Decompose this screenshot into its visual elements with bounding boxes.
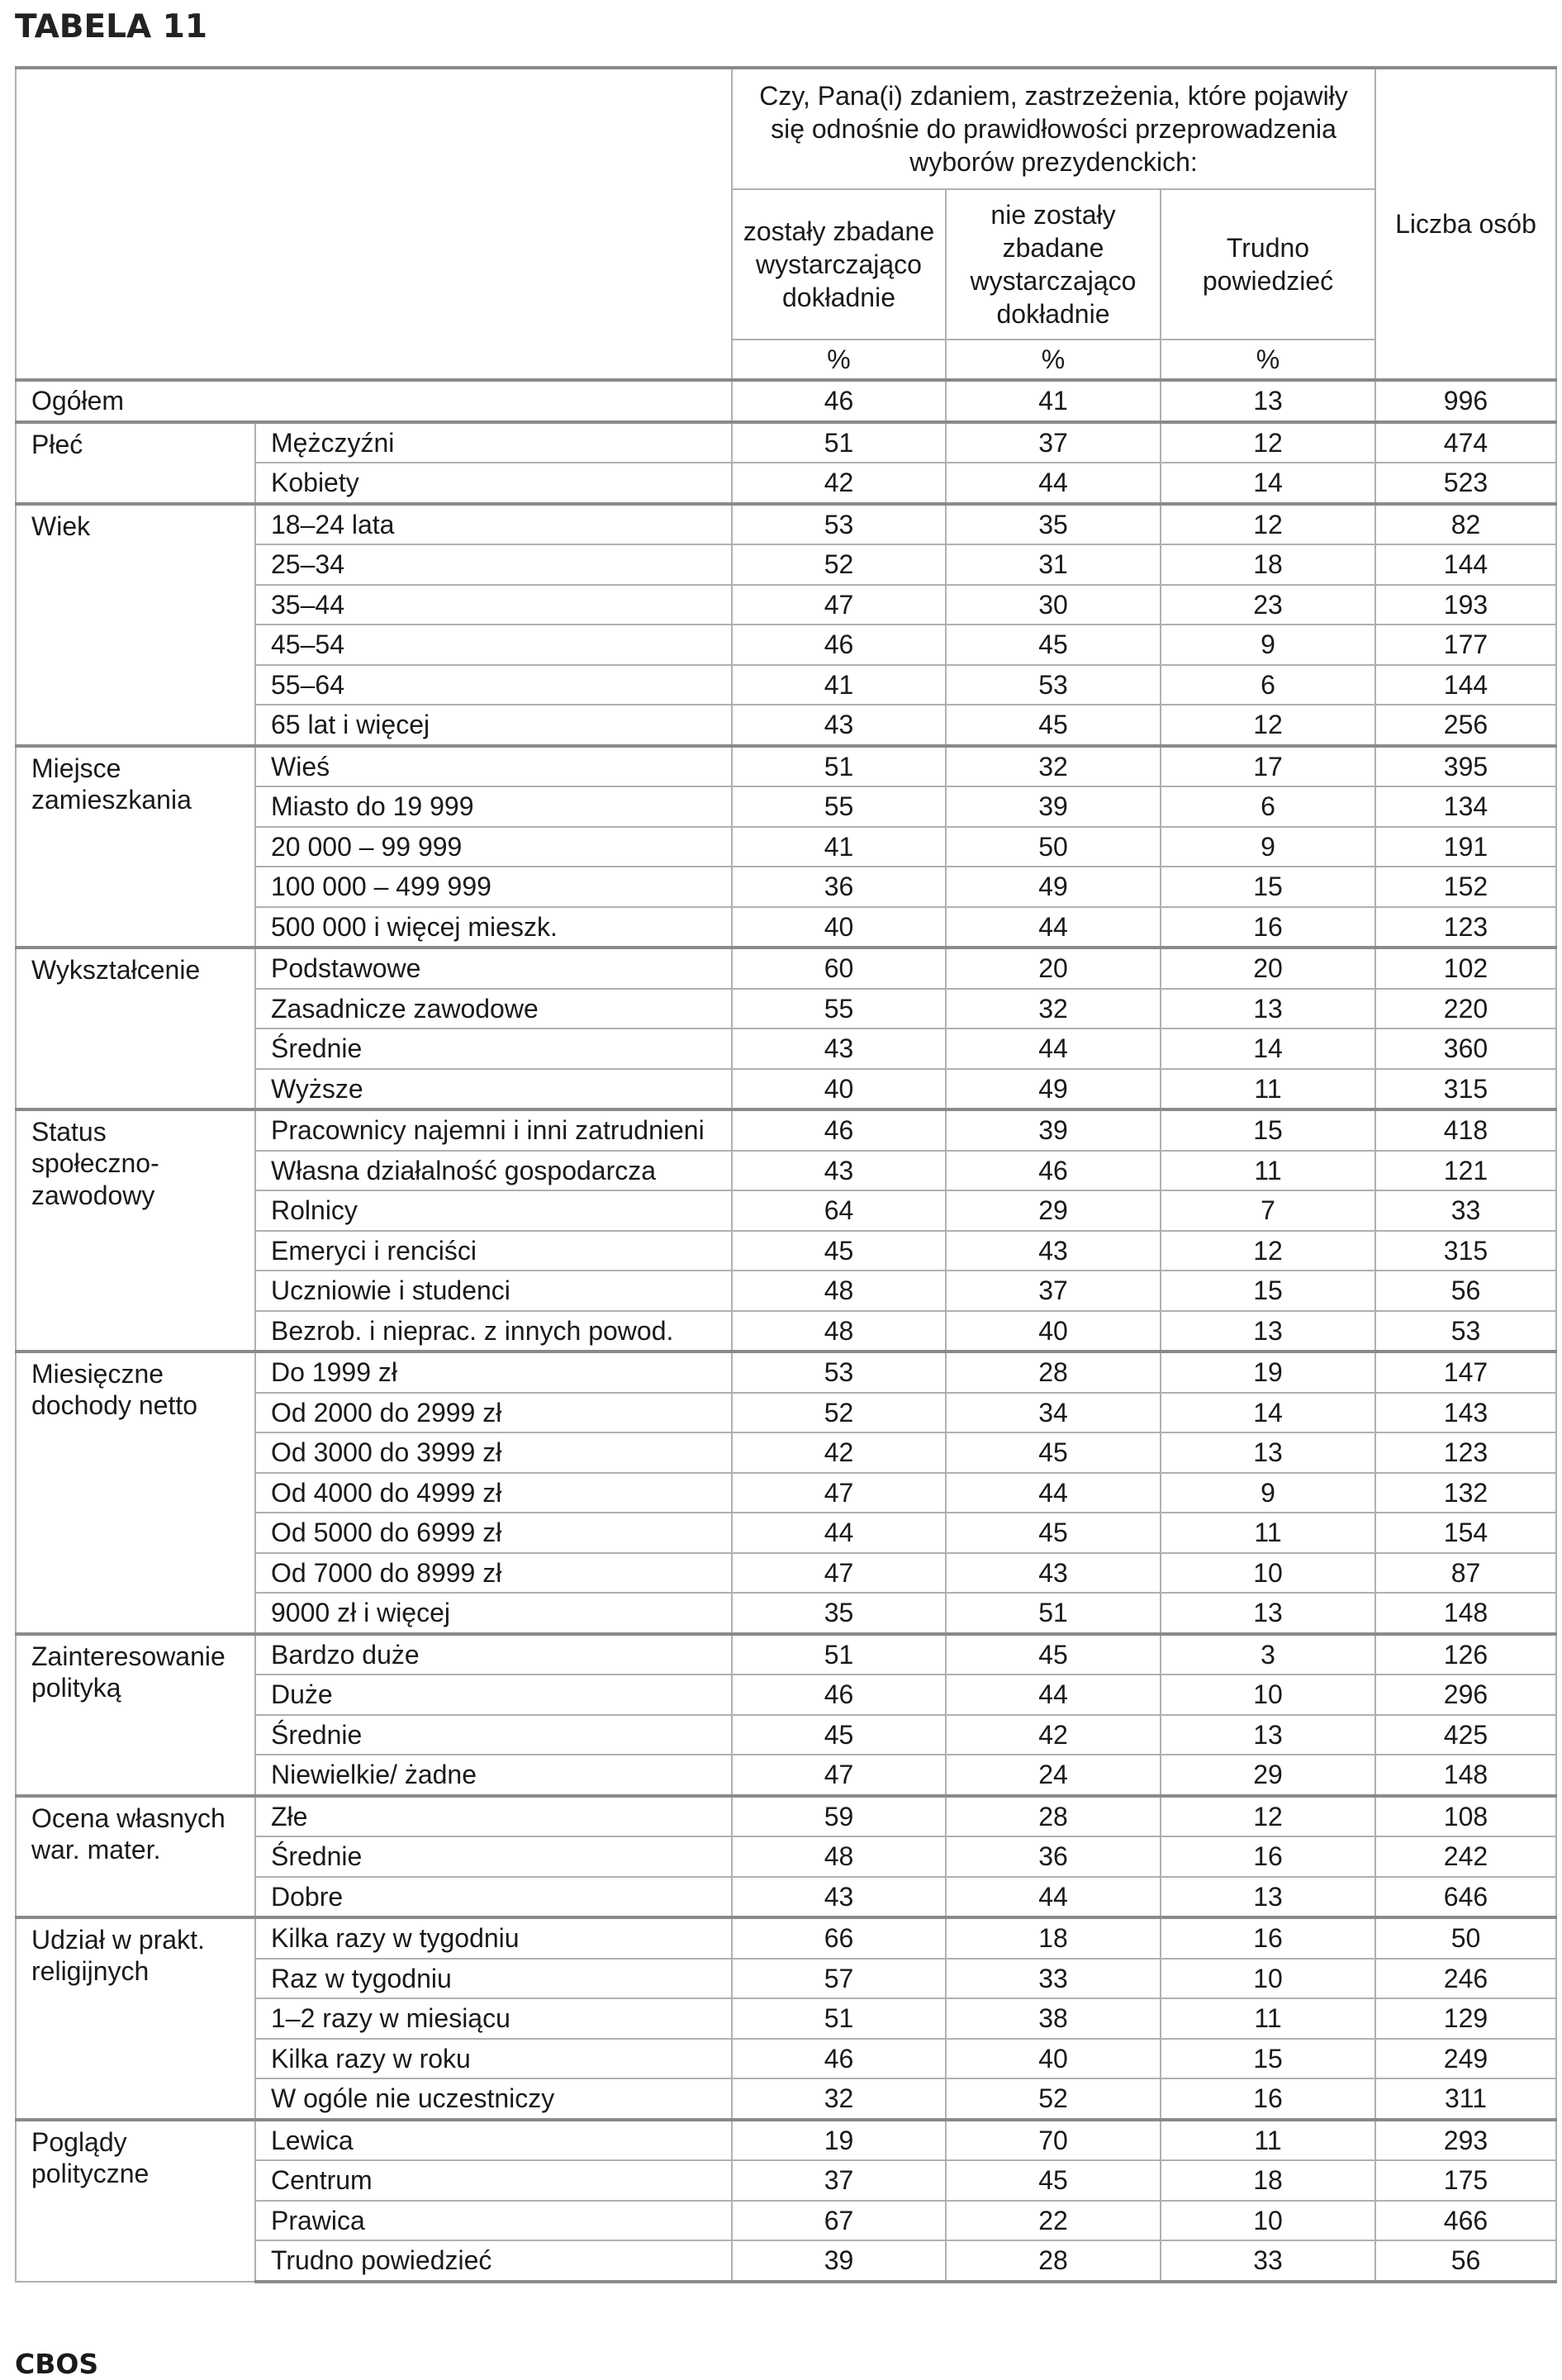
row-label: Wyższe (255, 1069, 732, 1110)
percent-cell: 37 (732, 2160, 946, 2201)
percent-cell: 44 (946, 1877, 1161, 1918)
row-label: Kobiety (255, 463, 732, 504)
percent-cell: 35 (946, 504, 1161, 545)
percent-cell: 9 (1161, 827, 1375, 867)
percent-cell: 52 (732, 544, 946, 585)
row-label: Średnie (255, 1028, 732, 1069)
pct-unit: % (1161, 340, 1375, 380)
count-cell: 191 (1375, 827, 1556, 867)
row-label: Raz w tygodniu (255, 1959, 732, 1999)
percent-cell: 32 (946, 746, 1161, 787)
row-label: Mężczyźni (255, 422, 732, 463)
percent-cell: 45 (946, 625, 1161, 665)
row-label: Od 7000 do 8999 zł (255, 1553, 732, 1594)
row-label: Dobre (255, 1877, 732, 1918)
percent-cell: 32 (946, 989, 1161, 1029)
count-cell: 144 (1375, 665, 1556, 705)
table-row (16, 1917, 1556, 1959)
count-cell: 246 (1375, 1959, 1556, 1999)
percent-cell: 70 (946, 2120, 1161, 2161)
percent-cell: 13 (1161, 989, 1375, 1029)
percent-cell: 42 (732, 463, 946, 504)
percent-cell: 57 (732, 1959, 946, 1999)
count-cell: 56 (1375, 2240, 1556, 2282)
percent-cell: 12 (1161, 1796, 1375, 1837)
percent-cell: 13 (1161, 1715, 1375, 1755)
question-header: Czy, Pana(i) zdaniem, zastrzeżenia, które pojawiły się odnośnie do prawidłowości przeprowadzenia wyborów prezydenckich: (732, 68, 1375, 189)
percent-cell: 43 (946, 1231, 1161, 1271)
percent-cell: 45 (732, 1231, 946, 1271)
percent-cell: 34 (946, 1393, 1161, 1433)
group-label: Miejsce zamieszkania (16, 746, 255, 948)
total-value: 46 (732, 380, 946, 422)
table-row (16, 2120, 1556, 2161)
count-cell: 102 (1375, 948, 1556, 989)
percent-cell: 16 (1161, 1836, 1375, 1877)
total-value: 41 (946, 380, 1161, 422)
group-label: Udział w prakt. religijnych (16, 1917, 255, 2120)
percent-cell: 37 (946, 422, 1161, 463)
percent-cell: 47 (732, 1755, 946, 1796)
row-label: 55–64 (255, 665, 732, 705)
percent-cell: 40 (946, 1311, 1161, 1352)
count-cell: 123 (1375, 907, 1556, 948)
source-label: CBOS (15, 2348, 99, 2380)
percent-cell: 43 (732, 705, 946, 746)
percent-cell: 29 (1161, 1755, 1375, 1796)
percent-cell: 48 (732, 1271, 946, 1311)
table-row (16, 1796, 1556, 1837)
percent-cell: 17 (1161, 746, 1375, 787)
count-cell: 87 (1375, 1553, 1556, 1594)
row-label: Miasto do 19 999 (255, 786, 732, 827)
percent-cell: 10 (1161, 1959, 1375, 1999)
percent-cell: 42 (946, 1715, 1161, 1755)
percent-cell: 31 (946, 544, 1161, 585)
percent-cell: 36 (732, 867, 946, 907)
percent-cell: 46 (732, 625, 946, 665)
percent-cell: 51 (732, 1634, 946, 1675)
percent-cell: 14 (1161, 1393, 1375, 1433)
row-label: Rolnicy (255, 1190, 732, 1231)
count-cell: 256 (1375, 705, 1556, 746)
count-cell: 126 (1375, 1634, 1556, 1675)
percent-cell: 30 (946, 585, 1161, 625)
percent-cell: 43 (732, 1028, 946, 1069)
row-label: 25–34 (255, 544, 732, 585)
count-cell: 129 (1375, 1998, 1556, 2039)
percent-cell: 39 (732, 2240, 946, 2282)
count-cell: 148 (1375, 1593, 1556, 1634)
percent-cell: 43 (732, 1877, 946, 1918)
percent-cell: 16 (1161, 907, 1375, 948)
percent-cell: 52 (946, 2078, 1161, 2120)
row-label: Zasadnicze zawodowe (255, 989, 732, 1029)
count-cell: 523 (1375, 463, 1556, 504)
row-label: Niewielkie/ żadne (255, 1755, 732, 1796)
row-label: Od 4000 do 4999 zł (255, 1473, 732, 1513)
count-cell: 134 (1375, 786, 1556, 827)
row-label: 65 lat i więcej (255, 705, 732, 746)
percent-cell: 59 (732, 1796, 946, 1837)
row-label: Średnie (255, 1836, 732, 1877)
total-row (16, 380, 1556, 422)
count-cell: 82 (1375, 504, 1556, 545)
row-label: Od 3000 do 3999 zł (255, 1432, 732, 1473)
pct-unit: % (946, 340, 1161, 380)
percent-cell: 38 (946, 1998, 1161, 2039)
col-header-investigated: zostały zbadane wystarczająco dokładnie (732, 189, 946, 340)
percent-cell: 11 (1161, 1151, 1375, 1191)
count-cell: 154 (1375, 1513, 1556, 1553)
count-cell: 123 (1375, 1432, 1556, 1473)
percent-cell: 19 (732, 2120, 946, 2161)
total-label: Ogółem (16, 380, 732, 422)
percent-cell: 51 (732, 746, 946, 787)
row-label: 100 000 – 499 999 (255, 867, 732, 907)
percent-cell: 44 (946, 1675, 1161, 1715)
percent-cell: 47 (732, 585, 946, 625)
count-cell: 56 (1375, 1271, 1556, 1311)
row-label: 20 000 – 99 999 (255, 827, 732, 867)
count-cell: 395 (1375, 746, 1556, 787)
row-label: 9000 zł i więcej (255, 1593, 732, 1634)
count-cell: 148 (1375, 1755, 1556, 1796)
count-cell: 418 (1375, 1109, 1556, 1151)
data-table (15, 66, 1557, 2283)
row-label: Bardzo duże (255, 1634, 732, 1675)
count-cell: 147 (1375, 1352, 1556, 1393)
total-value: 996 (1375, 380, 1556, 422)
percent-cell: 53 (732, 504, 946, 545)
percent-cell: 46 (946, 1151, 1161, 1191)
percent-cell: 9 (1161, 1473, 1375, 1513)
percent-cell: 10 (1161, 1675, 1375, 1715)
percent-cell: 46 (732, 2039, 946, 2079)
percent-cell: 18 (1161, 544, 1375, 585)
percent-cell: 3 (1161, 1634, 1375, 1675)
table-row (16, 504, 1556, 545)
count-cell: 311 (1375, 2078, 1556, 2120)
group-label: Poglądy polityczne (16, 2120, 255, 2282)
percent-cell: 49 (946, 1069, 1161, 1110)
percent-cell: 18 (1161, 2160, 1375, 2201)
percent-cell: 48 (732, 1836, 946, 1877)
percent-cell: 10 (1161, 1553, 1375, 1594)
row-label: 18–24 lata (255, 504, 732, 545)
row-label: Podstawowe (255, 948, 732, 989)
percent-cell: 67 (732, 2201, 946, 2241)
count-cell: 144 (1375, 544, 1556, 585)
percent-cell: 44 (946, 463, 1161, 504)
row-label: 35–44 (255, 585, 732, 625)
row-label: Od 5000 do 6999 zł (255, 1513, 732, 1553)
count-cell: 293 (1375, 2120, 1556, 2161)
percent-cell: 45 (946, 2160, 1161, 2201)
pct-unit: % (732, 340, 946, 380)
col-header-hard-to-say: Trudno powiedzieć (1161, 189, 1375, 340)
percent-cell: 44 (946, 1473, 1161, 1513)
count-cell: 242 (1375, 1836, 1556, 1877)
percent-cell: 12 (1161, 504, 1375, 545)
percent-cell: 53 (946, 665, 1161, 705)
percent-cell: 15 (1161, 867, 1375, 907)
row-label: Złe (255, 1796, 732, 1837)
percent-cell: 11 (1161, 1069, 1375, 1110)
percent-cell: 16 (1161, 1917, 1375, 1959)
percent-cell: 47 (732, 1553, 946, 1594)
table-row (16, 948, 1556, 989)
row-label: Lewica (255, 2120, 732, 2161)
row-label: Pracownicy najemni i inni zatrudnieni (255, 1109, 732, 1151)
group-label: Ocena własnych war. mater. (16, 1796, 255, 1918)
group-label: Miesięczne dochody netto (16, 1352, 255, 1634)
count-cell: 121 (1375, 1151, 1556, 1191)
percent-cell: 24 (946, 1755, 1161, 1796)
count-cell: 315 (1375, 1069, 1556, 1110)
percent-cell: 29 (946, 1190, 1161, 1231)
table-row (16, 746, 1556, 787)
percent-cell: 33 (1161, 2240, 1375, 2282)
count-cell: 474 (1375, 422, 1556, 463)
count-cell: 646 (1375, 1877, 1556, 1918)
percent-cell: 33 (946, 1959, 1161, 1999)
percent-cell: 11 (1161, 1513, 1375, 1553)
percent-cell: 40 (732, 907, 946, 948)
group-label: Płeć (16, 422, 255, 504)
count-cell: 193 (1375, 585, 1556, 625)
count-cell: 143 (1375, 1393, 1556, 1433)
percent-cell: 37 (946, 1271, 1161, 1311)
percent-cell: 14 (1161, 463, 1375, 504)
percent-cell: 46 (732, 1675, 946, 1715)
percent-cell: 18 (946, 1917, 1161, 1959)
count-cell: 315 (1375, 1231, 1556, 1271)
count-cell: 220 (1375, 989, 1556, 1029)
percent-cell: 16 (1161, 2078, 1375, 2120)
percent-cell: 49 (946, 867, 1161, 907)
percent-cell: 15 (1161, 1109, 1375, 1151)
percent-cell: 12 (1161, 1231, 1375, 1271)
percent-cell: 13 (1161, 1877, 1375, 1918)
percent-cell: 45 (732, 1715, 946, 1755)
percent-cell: 20 (946, 948, 1161, 989)
row-label: 1–2 razy w miesiącu (255, 1998, 732, 2039)
percent-cell: 43 (732, 1151, 946, 1191)
percent-cell: 12 (1161, 705, 1375, 746)
percent-cell: 39 (946, 1109, 1161, 1151)
percent-cell: 40 (732, 1069, 946, 1110)
percent-cell: 46 (732, 1109, 946, 1151)
percent-cell: 11 (1161, 1998, 1375, 2039)
count-cell: 360 (1375, 1028, 1556, 1069)
count-cell: 152 (1375, 867, 1556, 907)
count-cell: 177 (1375, 625, 1556, 665)
row-label: Uczniowie i studenci (255, 1271, 732, 1311)
row-label: Prawica (255, 2201, 732, 2241)
percent-cell: 60 (732, 948, 946, 989)
count-cell: 50 (1375, 1917, 1556, 1959)
row-label: Duże (255, 1675, 732, 1715)
percent-cell: 45 (946, 1634, 1161, 1675)
percent-cell: 10 (1161, 2201, 1375, 2241)
row-label: Trudno powiedzieć (255, 2240, 732, 2282)
percent-cell: 23 (1161, 585, 1375, 625)
percent-cell: 51 (946, 1593, 1161, 1634)
group-label: Wiek (16, 504, 255, 746)
count-cell: 132 (1375, 1473, 1556, 1513)
group-label: Zainteresowanie polityką (16, 1634, 255, 1796)
percent-cell: 44 (946, 1028, 1161, 1069)
row-label: Własna działalność gospodarcza (255, 1151, 732, 1191)
percent-cell: 44 (946, 907, 1161, 948)
table-title: TABELA 11 (15, 8, 208, 45)
percent-cell: 51 (732, 422, 946, 463)
percent-cell: 13 (1161, 1432, 1375, 1473)
count-cell: 33 (1375, 1190, 1556, 1231)
row-label: W ogóle nie uczestniczy (255, 2078, 732, 2120)
percent-cell: 45 (946, 705, 1161, 746)
percent-cell: 45 (946, 1432, 1161, 1473)
percent-cell: 41 (732, 827, 946, 867)
total-value: 13 (1161, 380, 1375, 422)
row-label: Kilka razy w tygodniu (255, 1917, 732, 1959)
col-header-not-investigated: nie zostały zbadane wystarczająco dokładnie (946, 189, 1161, 340)
table-row (16, 422, 1556, 463)
percent-cell: 51 (732, 1998, 946, 2039)
header-blank (16, 68, 732, 380)
percent-cell: 55 (732, 786, 946, 827)
percent-cell: 42 (732, 1432, 946, 1473)
percent-cell: 48 (732, 1311, 946, 1352)
percent-cell: 66 (732, 1917, 946, 1959)
count-cell: 53 (1375, 1311, 1556, 1352)
percent-cell: 20 (1161, 948, 1375, 989)
count-cell: 466 (1375, 2201, 1556, 2241)
percent-cell: 11 (1161, 2120, 1375, 2161)
percent-cell: 22 (946, 2201, 1161, 2241)
percent-cell: 28 (946, 1352, 1161, 1393)
row-label: 500 000 i więcej mieszk. (255, 907, 732, 948)
percent-cell: 44 (732, 1513, 946, 1553)
percent-cell: 14 (1161, 1028, 1375, 1069)
percent-cell: 64 (732, 1190, 946, 1231)
row-label: Kilka razy w roku (255, 2039, 732, 2079)
percent-cell: 32 (732, 2078, 946, 2120)
count-cell: 425 (1375, 1715, 1556, 1755)
percent-cell: 28 (946, 2240, 1161, 2282)
row-label: Średnie (255, 1715, 732, 1755)
percent-cell: 15 (1161, 2039, 1375, 2079)
count-cell: 296 (1375, 1675, 1556, 1715)
percent-cell: 19 (1161, 1352, 1375, 1393)
count-cell: 108 (1375, 1796, 1556, 1837)
percent-cell: 39 (946, 786, 1161, 827)
table-row (16, 1109, 1556, 1151)
percent-cell: 12 (1161, 422, 1375, 463)
percent-cell: 9 (1161, 625, 1375, 665)
percent-cell: 15 (1161, 1271, 1375, 1311)
table-row (16, 1634, 1556, 1675)
row-label: Wieś (255, 746, 732, 787)
group-label: Status społeczno-zawodowy (16, 1109, 255, 1352)
percent-cell: 35 (732, 1593, 946, 1634)
row-label: Bezrob. i nieprac. z innych powod. (255, 1311, 732, 1352)
table-row (16, 1352, 1556, 1393)
row-label: Centrum (255, 2160, 732, 2201)
percent-cell: 52 (732, 1393, 946, 1433)
count-cell: 175 (1375, 2160, 1556, 2201)
row-label: Od 2000 do 2999 zł (255, 1393, 732, 1433)
percent-cell: 43 (946, 1553, 1161, 1594)
percent-cell: 13 (1161, 1593, 1375, 1634)
row-label: Emeryci i renciści (255, 1231, 732, 1271)
group-label: Wykształcenie (16, 948, 255, 1109)
percent-cell: 53 (732, 1352, 946, 1393)
percent-cell: 41 (732, 665, 946, 705)
percent-cell: 28 (946, 1796, 1161, 1837)
percent-cell: 45 (946, 1513, 1161, 1553)
percent-cell: 50 (946, 827, 1161, 867)
percent-cell: 6 (1161, 665, 1375, 705)
percent-cell: 6 (1161, 786, 1375, 827)
count-header: Liczba osób (1375, 68, 1556, 380)
percent-cell: 13 (1161, 1311, 1375, 1352)
percent-cell: 36 (946, 1836, 1161, 1877)
row-label: Do 1999 zł (255, 1352, 732, 1393)
count-cell: 249 (1375, 2039, 1556, 2079)
percent-cell: 55 (732, 989, 946, 1029)
percent-cell: 40 (946, 2039, 1161, 2079)
percent-cell: 47 (732, 1473, 946, 1513)
percent-cell: 7 (1161, 1190, 1375, 1231)
row-label: 45–54 (255, 625, 732, 665)
